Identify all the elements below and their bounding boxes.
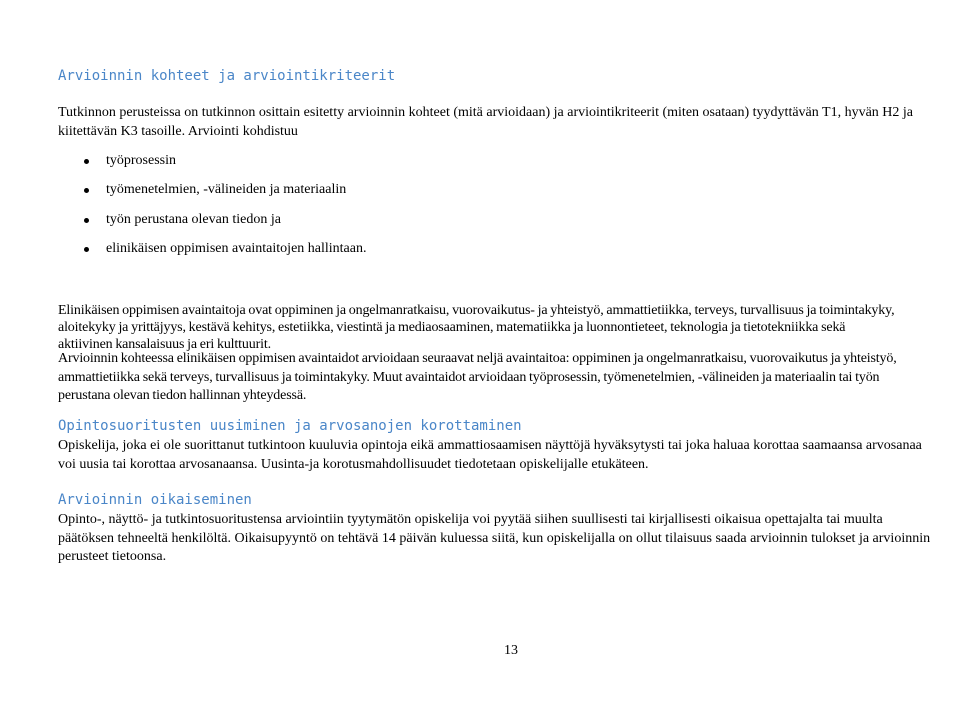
retake-paragraph	[58, 437, 960, 474]
list-item-label: työprosessin	[106, 153, 176, 168]
text-line: perustana olevan tiedon hallinnan yhteydessä.	[58, 388, 307, 403]
intro-paragraph	[58, 104, 960, 141]
section-heading-retake: Opintosuoritusten uusiminen ja arvosanojen korottaminen	[58, 418, 522, 434]
section-heading-assessment: Arvioinnin kohteet ja arviointikriteerit	[58, 68, 396, 84]
list-item	[84, 146, 366, 175]
text-line: perusteet tietoonsa.	[58, 549, 167, 564]
correction-paragraph	[58, 511, 960, 567]
text-line: Opinto-, näyttö- ja tutkintosuoritustensa arviointiin tyytymätön opiskelija voi pyytää siihen suullisesti tai kirjallisesti oikaisua opettajalta tai muulta	[58, 512, 883, 527]
list-item-label: työn perustana olevan tiedon ja	[106, 211, 281, 227]
text-line: ammattietiikka sekä terveys, turvallisuus ja toimintakyky. Muut avaintaidot arvioidaan työprosessin, työmenetelmien, -välineiden ja materiaalin tai työn	[58, 369, 880, 385]
list-item	[84, 234, 366, 263]
list-item-label: työmenetelmien, -välineiden ja materiaalin	[106, 182, 347, 198]
text-line: aktiivinen kansalaisuus ja eri kulttuurit.	[58, 337, 271, 352]
bullet-icon	[84, 218, 89, 223]
text-line: kiitettävän K3 tasoille. Arviointi kohdistuu	[58, 123, 298, 139]
text-line: Opiskelija, joka ei ole suorittanut tutkintoon kuuluvia opintoja eikä ammattiosaamisen näyttöjä hyväksytysti tai joka haluaa korottaa saamaansa arvosanaa	[58, 438, 922, 453]
list-item	[84, 205, 366, 234]
text-line: aloitekyky ja yrittäjyys, kestävä kehitys, estetiikka, viestintä ja mediaosaaminen, matematiikka ja luonnontieteet, teknologia ja tietotekniikka sekä	[58, 320, 846, 335]
assessment-targets-list	[84, 146, 366, 263]
text-line: Tutkinnon perusteissa on tutkinnon osittain esitetty arvioinnin kohteet (mitä arvioidaan) ja arviointikriteerit (miten osataan) tyydyttävän T1, hyvän H2 ja	[58, 105, 913, 120]
text-line: Elinikäisen oppimisen avaintaitoja ovat oppiminen ja ongelmanratkaisu, vuorovaikutus- ja yhteistyö, ammattietiikka, terveys, turvallisuus ja toimintakyky,	[58, 303, 895, 318]
bullet-icon	[84, 247, 89, 252]
list-item	[84, 175, 366, 204]
key-skills-paragraph	[58, 302, 960, 353]
page-number: 13	[504, 643, 518, 658]
bullet-icon	[84, 159, 89, 164]
list-item-label: elinikäisen oppimisen avaintaitojen hallintaan.	[106, 240, 367, 256]
key-skills-assessment-paragraph	[58, 350, 960, 406]
bullet-icon	[84, 188, 89, 193]
text-line: päätöksen tehneeltä henkilöltä. Oikaisupyyntö on tehtävä 14 päivän kuluessa siitä, kun opiskelijalla on ollut tilaisuus saada arvioinnin tulokset ja arvioinnin	[58, 530, 931, 546]
section-heading-correction: Arvioinnin oikaiseminen	[58, 492, 252, 508]
text-line: voi uusia tai korottaa arvosanaansa. Uusinta-ja korotusmahdollisuudet tiedotetaan opiskelijalle etukäteen.	[58, 456, 649, 472]
text-line: Arvioinnin kohteessa elinikäisen oppimisen avaintaidot arvioidaan seuraavat neljä avaintaitoa: oppiminen ja ongelmanratkaisu, vuorovaikutus ja yhteistyö,	[58, 351, 897, 366]
